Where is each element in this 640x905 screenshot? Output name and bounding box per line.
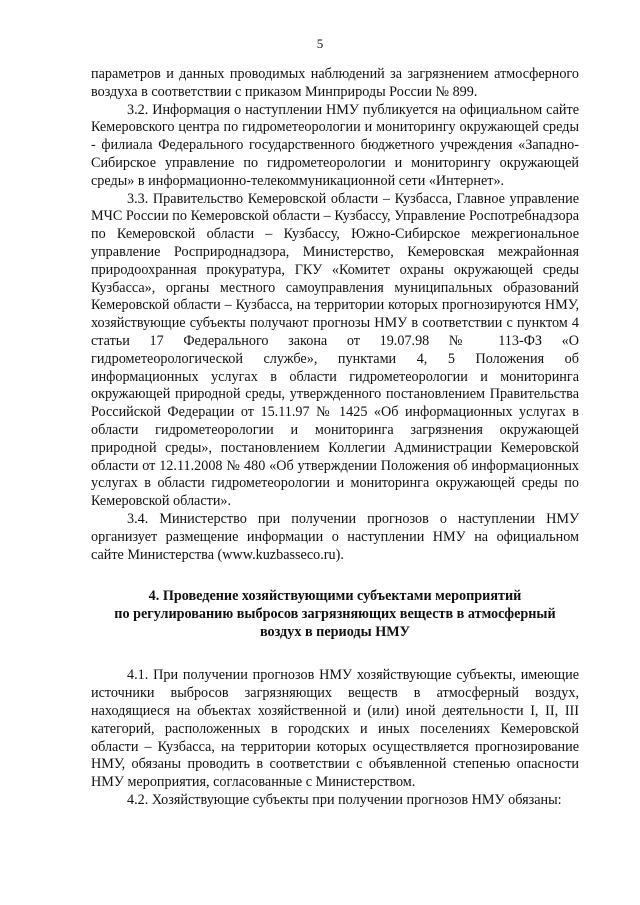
- paragraph-3-1-continuation: параметров и данных проводимых наблюдений за загрязнением атмосферного воздуха в соответствии с приказом Минприроды России № 899.: [91, 66, 579, 100]
- paragraph-4-2: 4.2. Хозяйствующие субъекты при получении прогнозов НМУ обязаны:: [127, 791, 562, 808]
- heading-line-1: 4. Проведение хозяйствующими субъектами мероприятий: [148, 588, 522, 605]
- heading-line-2: по регулированию выбросов загрязняющих веществ в атмосферный: [114, 606, 556, 623]
- paragraph-3-3: 3.3. Правительство Кемеровской области – Кузбасса, Главное управление МЧС России по Кемеровской области – Кузбассу, Управление Роспотребнадзора по Кемеровской области – Кузбассу, Южно-Сибирское межрегиональное управление Росприроднадзора, Министерство, Кемеровская межрайонная природоохранная прокуратура, ГКУ «Комитет охраны окружающей среды Кузбасса», органы местного самоуправления муниципальных образований Кемеровской области – Кузбасса, на территории которых прогнозируются НМУ, хозяйствующие субъекты получают прогнозы НМУ в соответствии с пунктом 4 статьи 17 Федерального закона от 19.07.98 № 113-ФЗ «О гидрометеорологической службе», пунктами 4, 5 Положения об информационных услугах в области гидрометеорологии и мониторинга окружающей природной среды, утвержденного постановлением Правительства Российской Федерации от 15.11.97 № 1425 «Об информационных услугах в области гидрометеорологии и мониторинга загрязнения окружающей природной среды», постановлением Коллегии Администрации Кемеровской области от 12.11.2008 № 480 «Об утверждении Положения об информационных услугах в области гидрометеорологии и мониторинга окружающей среды по Кемеровской области».: [91, 190, 579, 510]
- paragraph-4-1: 4.1. При получении прогнозов НМУ хозяйствующие субъекты, имеющие источники выбросов загрязняющих веществ в атмосферный воздух, находящиеся на объектах хозяйственной и (или) иной деятельности I, II, III категорий, расположенных в городских и иных поселениях Кемеровской области – Кузбасса, на территории которых осуществляется прогнозирование НМУ, обязаны проводить в соответствии с объявленной степенью опасности НМУ мероприятия, согласованные с Министерством.: [91, 667, 579, 791]
- section-4-heading: [91, 587, 579, 641]
- document-body: [91, 66, 579, 810]
- paragraph-3-2: 3.2. Информация о наступлении НМУ публикуется на официальном сайте Кемеровского центра по гидрометеорологии и мониторингу окружающей среды - филиала Федерального государственного бюджетного учреждения «Западно-Сибирское управление по гидрометеорологии и мониторингу окружающей среды» в информационно-телекоммуникационной сети «Интернет».: [91, 101, 579, 189]
- heading-line-3: воздух в периоды НМУ: [259, 624, 411, 641]
- page-number: 5: [316, 36, 324, 51]
- paragraph-3-4: 3.4. Министерство при получении прогнозов о наступлении НМУ организует размещение информации о наступлении НМУ на официальном сайте Министерства (www.kuzbasseco.ru).: [91, 510, 579, 563]
